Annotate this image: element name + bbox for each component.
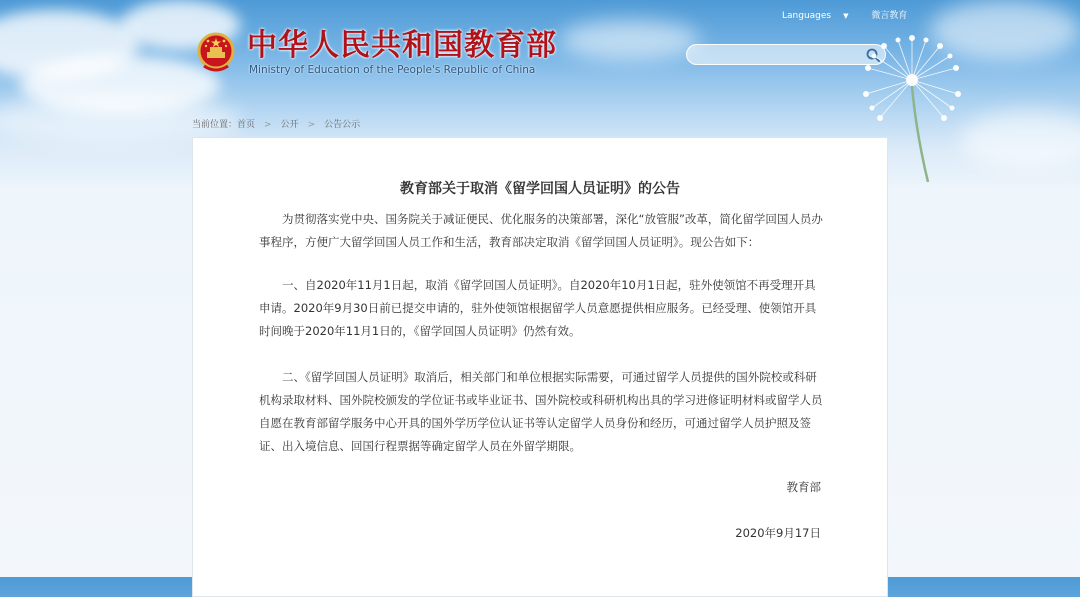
breadcrumb-home[interactable]: 首页: [237, 120, 256, 130]
languages-link[interactable]: [782, 11, 859, 21]
article-date: 2020年9月17日: [735, 526, 821, 540]
national-emblem-icon: [194, 30, 238, 74]
search-input[interactable]: [695, 47, 859, 64]
breadcrumb: [192, 117, 360, 130]
languages-label: Languages: [782, 11, 832, 21]
article-card: [192, 137, 888, 597]
chevron-down-icon: ▼: [843, 12, 849, 20]
article-paragraph: 二、《留学回国人员证明》取消后，相关部门和单位根据实际需要，可通过留学人员提供的国外院校或科研机构录取材料、国外院校颁发的学位证书或毕业证书、国外院校或科研机构出具的学习进修证明材料或留学人员自愿在教育部留学服务中心开具的国外学历学位认证书等认定留学人员身份和经历，可通过留学人员护照及签证、出入境信息、回国行程票据等确定留学人员在外留学期限。: [259, 370, 823, 453]
article-signature: 教育部: [786, 480, 821, 494]
site-title-english: Ministry of Education of the People's Republic of China: [249, 64, 536, 76]
article-title: 教育部关于取消《留学回国人员证明》的公告: [400, 181, 680, 197]
breadcrumb-prefix: 当前位置：: [192, 120, 238, 130]
breadcrumb-announcement[interactable]: 公告公示: [324, 120, 361, 130]
site-title: 中华人民共和国教育部: [247, 28, 557, 63]
cloud-decoration: [560, 20, 700, 60]
top-links: [782, 8, 917, 21]
chevron-right-icon: >: [307, 120, 316, 130]
article-paragraph: 一、自2020年11月1日起，取消《留学回国人员证明》。自2020年10月1日起，驻外使领馆不再受理开具申请。2020年9月30日前已提交申请的，驻外使领馆根据留学人员意愿提供相应服务。已经受理、使领馆开具时间晚于2020年11月1日的，《留学回国人员证明》仍然有效。: [259, 278, 817, 338]
breadcrumb-public[interactable]: 公开: [280, 120, 299, 130]
chevron-right-icon: >: [264, 120, 272, 130]
article-paragraph: 为贯彻落实党中央、国务院关于减证便民、优化服务的决策部署，深化“放管服”改革，简化留学回国人员办事程序，方便广大留学回国人员工作和生活，教育部决定取消《留学回国人员证明》。现公告如下：: [259, 212, 823, 249]
cloud-decoration: [960, 110, 1080, 170]
weibo-link[interactable]: 微言教育: [871, 11, 908, 21]
